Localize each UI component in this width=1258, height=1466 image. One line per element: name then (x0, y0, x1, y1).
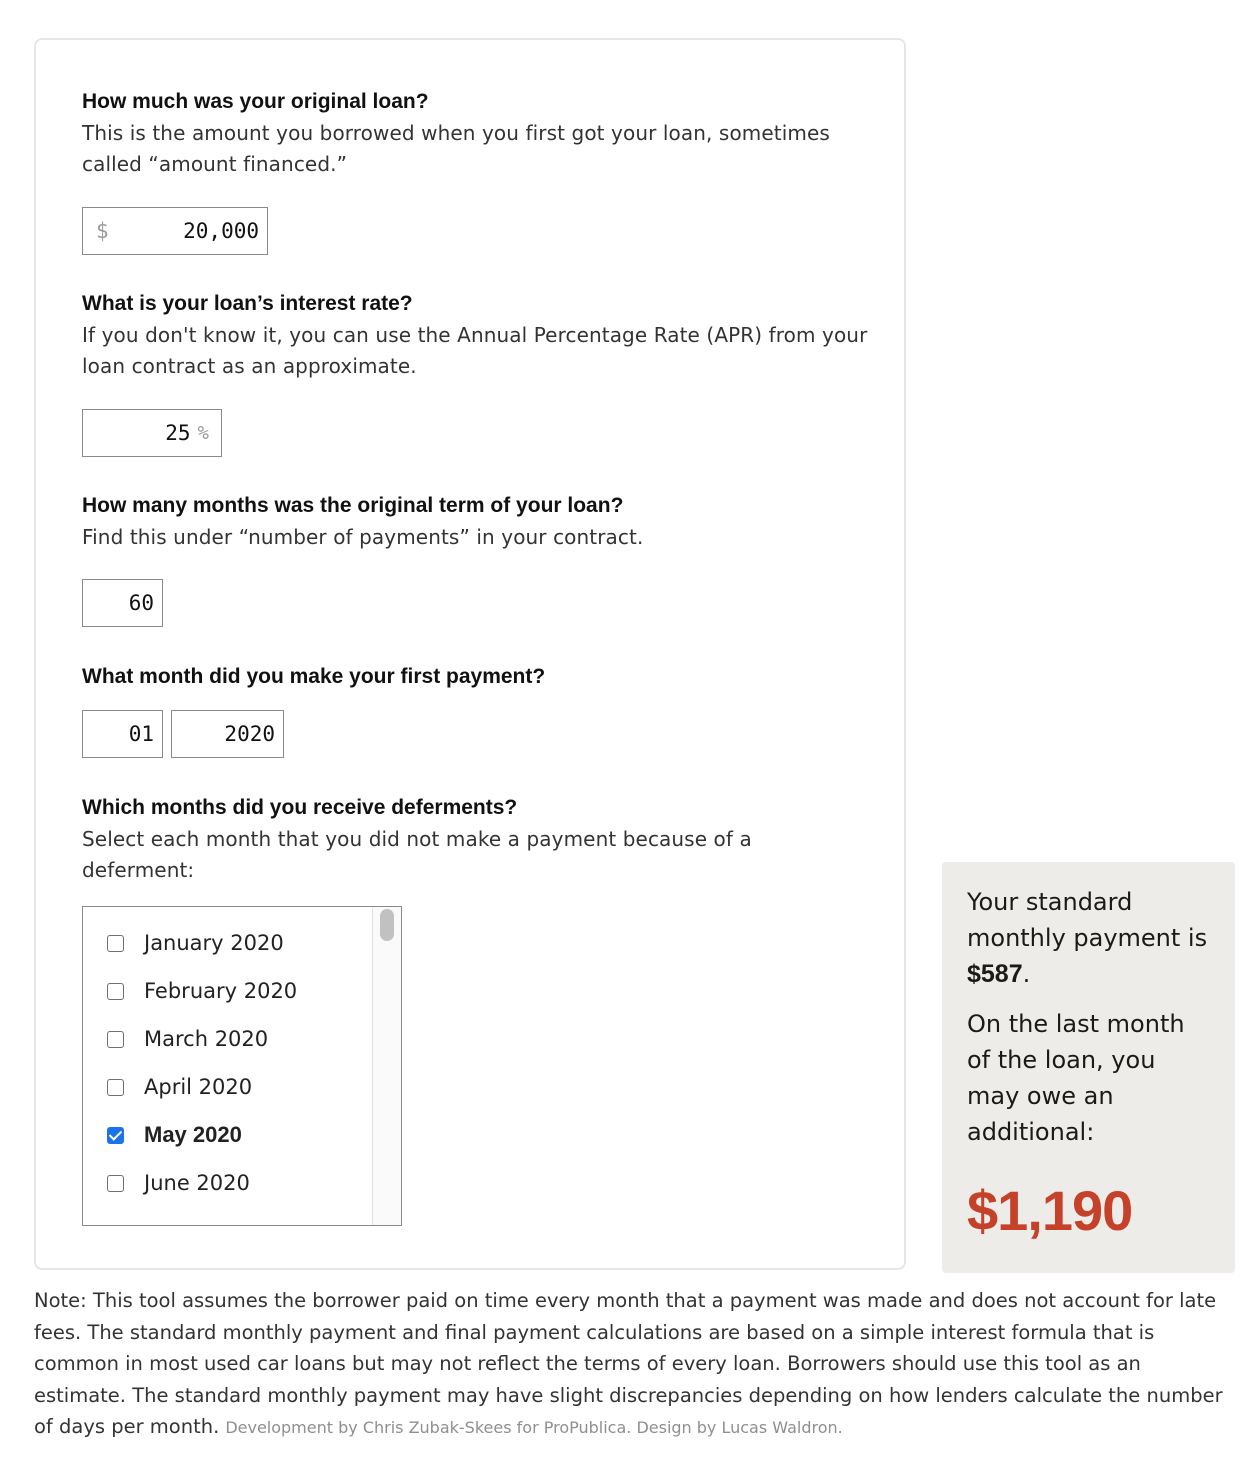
first-payment-year-value: 2020 (224, 722, 275, 746)
interest-rate-question (82, 290, 882, 382)
loan-form-card (34, 38, 906, 1270)
monthly-payment-amount: $587 (967, 960, 1023, 988)
credit-line: Development by Chris Zubak-Skees for ProPublica. Design by Lucas Waldron. (225, 1418, 843, 1437)
loan-amount-title: How much was your original loan? (82, 90, 429, 113)
interest-rate-input[interactable] (82, 409, 222, 457)
month-label: May 2020 (144, 1122, 242, 1147)
monthly-payment-label: Your standard monthly payment is (967, 888, 1208, 952)
checkbox[interactable] (107, 1079, 124, 1096)
loan-amount-value: 20,000 (183, 219, 259, 243)
monthly-payment-text (967, 884, 1211, 992)
checkbox[interactable] (107, 1127, 124, 1144)
month-label: June 2020 (144, 1171, 250, 1195)
deferment-month-list[interactable] (82, 906, 402, 1226)
first-payment-year-input[interactable] (171, 710, 284, 758)
checkbox[interactable] (107, 983, 124, 1000)
loan-term-input[interactable] (82, 579, 163, 627)
deferments-title: Which months did you receive deferments? (82, 796, 518, 819)
checkbox[interactable] (107, 1175, 124, 1192)
deferments-help: Select each month that you did not make a payment because of a deferment: (82, 827, 752, 882)
list-item[interactable] (107, 1024, 268, 1054)
loan-term-title: How many months was the original term of your loan? (82, 494, 624, 517)
scrollbar-thumb[interactable] (380, 909, 394, 941)
first-payment-question (82, 663, 882, 691)
month-label: January 2020 (144, 931, 284, 955)
first-payment-title: What month did you make your first payment? (82, 665, 546, 688)
interest-rate-value: 25 (165, 421, 191, 445)
loan-term-help: Find this under “number of payments” in your contract. (82, 525, 644, 549)
interest-rate-help: If you don't know it, you can use the Annual Percentage Rate (APR) from your loan contract as an approximate. (82, 323, 868, 378)
dollar-prefix: $ (96, 219, 109, 243)
month-label: April 2020 (144, 1075, 253, 1099)
loan-term-value: 60 (128, 591, 154, 615)
list-item[interactable] (107, 976, 297, 1006)
first-payment-month-input[interactable] (82, 710, 163, 758)
deferments-question (82, 794, 882, 886)
loan-term-question (82, 492, 882, 553)
list-item[interactable] (107, 1120, 242, 1150)
loan-amount-input[interactable] (82, 207, 268, 255)
monthly-payment-period: . (1022, 960, 1031, 988)
list-scrollbar[interactable] (372, 907, 401, 1225)
first-payment-month-value: 01 (128, 722, 154, 746)
loan-amount-help: This is the amount you borrowed when you first got your loan, sometimes called “amount financed.” (82, 121, 830, 176)
list-item[interactable] (107, 928, 284, 958)
checkbox[interactable] (107, 935, 124, 952)
month-label: March 2020 (144, 1027, 269, 1051)
loan-amount-question (82, 88, 882, 180)
result-card (942, 862, 1235, 1273)
percent-suffix: % (197, 422, 209, 444)
month-label: February 2020 (144, 979, 298, 1003)
final-payment-amount: $1,190 (967, 1179, 1133, 1242)
final-payment-text: On the last month of the loan, you may owe an additional: (967, 1010, 1185, 1146)
note-text: Note: This tool assumes the borrower paid on time every month that a payment was made and does not account for late fees. The standard monthly payment and final payment calculations are based on a simple interest formula that is common in most used car loans but may not reflect the terms of every loan. Borrowers should use this tool as an estimate. The standard monthly payment may have slight discrepancies depending on how lenders calculate the number of days per month. (34, 1289, 1223, 1438)
list-item[interactable] (107, 1168, 250, 1198)
checkbox[interactable] (107, 1031, 124, 1048)
interest-rate-title: What is your loan’s interest rate? (82, 292, 413, 315)
list-item[interactable] (107, 1072, 252, 1102)
disclaimer-note (34, 1285, 1234, 1444)
